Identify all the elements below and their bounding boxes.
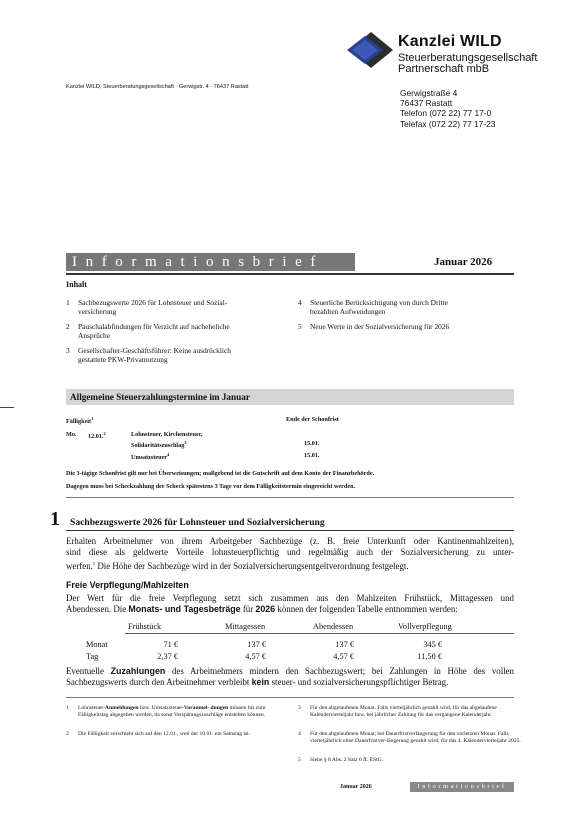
table-rule [125, 633, 514, 634]
schedule-note-2: Dagegen muss bei Scheckzahlung der Scheck spätestens 3 Tage vor dem Fälligkeitstermin eingereicht werden. [66, 483, 356, 490]
firm-logo-icon [347, 30, 395, 70]
toc-item-number: 5 [298, 322, 302, 331]
table-row-label: Tag [86, 652, 99, 661]
schedule-tax-wage-end: 15.01. [304, 440, 320, 447]
issue-date: Januar 2026 [434, 256, 493, 268]
table-cell: 11,50 € [417, 652, 442, 661]
address-city: 76437 Rastatt [400, 98, 453, 109]
toc-item-number: 3 [66, 346, 70, 355]
schedule-day: Mo. [66, 431, 77, 438]
toc-item-text: Neue Werte in der Sozialversicherung für 2026 [310, 322, 450, 331]
table-cell: 137 € [247, 640, 266, 649]
schedule-date: 12.01.$^2$ [88, 431, 106, 441]
table-cell: 345 € [423, 640, 442, 649]
toc-item-text: Gesellschafter-Geschäftsführer: Keine ausdrücklich gestattete PKW-Privatnutzung [78, 346, 231, 364]
divider [66, 530, 514, 531]
firm-name: Kanzlei WILD [398, 33, 502, 50]
toc-item-number: 2 [66, 322, 70, 331]
address-phone: Telefon (072 22) 77 17-0 [400, 108, 492, 119]
schedule-title: Allgemeine Steuerzahlungstermine im Januar [70, 392, 250, 402]
table-cell: 137 € [335, 640, 354, 649]
footer-brand-bar [410, 782, 514, 792]
toc-heading: Inhalt [66, 280, 87, 289]
schedule-tax-vat-end: 15.01. [304, 452, 320, 459]
table-cell: 71 € [163, 640, 178, 649]
schedule-tax-vat: Umsatzsteuer$^4$ [131, 452, 170, 462]
subheading: Freie Verpflegung/Mahlzeiten [66, 580, 189, 590]
footer-issue: Januar 2026 [340, 784, 372, 790]
footer-brand: Informationsbrief [417, 783, 507, 790]
divider [66, 273, 514, 275]
firm-address [400, 88, 495, 129]
section-title: Sachbezugswerte 2026 für Lohnsteuer und Sozialversicherung [70, 517, 325, 528]
toc-item-text: Steuerliche Berücksichtigung von durch Dritte bezahlten Aufwendungen [310, 298, 448, 316]
table-cell: 2,37 € [157, 652, 178, 661]
toc-item-text: Pauschalabfindungen für Verzicht auf nacheheliche Ansprüche [78, 322, 230, 340]
table-header: Frühstück [128, 622, 162, 631]
firm-subtitle-1: Steuerberatungsgesellschaft [398, 52, 538, 64]
section-paragraph-2: Der Wert für die freie Verpflegung setzt sich zusammen aus den Mahlzeiten Frühstück, Mittagessen und Abendessen. Die Monats- und Tagesbeträge für 2026 können der folgenden Tabelle entnommen werden: [66, 593, 514, 614]
page-title: Informationsbrief [72, 254, 324, 270]
sender-line: Kanzlei WILD, Steuerberatungsgesellschaft · Gerwigstr. 4 · 76437 Rastatt [66, 84, 249, 90]
divider [66, 497, 514, 498]
table-header: Mittagessen [225, 622, 266, 631]
divider [66, 697, 514, 698]
address-street: Gerwigstraße 4 [400, 88, 458, 98]
toc-item-text: Sachbezugswerte 2026 für Lohnsteuer und Sozial- versicherung [78, 298, 228, 316]
toc-item-number: 1 [66, 298, 70, 307]
schedule-col-due: Fälligkeit$^1$ [66, 416, 94, 426]
section-number: 1 [50, 508, 60, 530]
toc-item-number: 4 [298, 298, 302, 307]
table-header: Vollverpflegung [398, 622, 452, 631]
schedule-tax-wage: Lohnsteuer, Kirchensteuer, Solidaritätszuschlag$^3$ [131, 431, 203, 449]
table-header: Abendessen [313, 622, 354, 631]
firm-subtitle-2: Partnerschaft mbB [398, 63, 490, 75]
table-cell: 4,57 € [245, 652, 266, 661]
title-bar [66, 253, 355, 271]
schedule-note-1: Die 3-tägige Schonfrist gilt nur bei Überweisungen; maßgebend ist die Gutschrift auf dem Konto der Finanzbehörde. [66, 470, 375, 477]
address-fax: Telefax (072 22) 77 17-23 [400, 118, 496, 129]
section-paragraph-1: Erhalten Arbeitnehmer von ihrem Arbeitgeber Sachbezüge (z. B. freie Unterkunft oder Kantinenmahlzeiten), sind diese als geldwerte Vorteile lohnsteuerpflichtig und regelmäßig auch der Sozialversicherung zu unter- werfen.$^5$ Die Höhe der Sachbezüge wird in der Sozialversicherungsentgeltverordnung festgelegt. [66, 536, 514, 571]
section-paragraph-3: Eventuelle Zuzahlungen des Arbeitnehmers mindern den Sachbezugswert; bei Zahlungen in Höhe des vollen Sachbezugswerts durch den Arbeitnehmer verbleibt kein steuer- und sozialversicherungspflichtiger Betrag. [66, 666, 514, 687]
table-row-label: Monat [86, 640, 108, 649]
schedule-col-end: Ende der Schonfrist [286, 416, 339, 423]
table-cell: 4,57 € [333, 652, 354, 661]
fold-mark [0, 407, 14, 408]
